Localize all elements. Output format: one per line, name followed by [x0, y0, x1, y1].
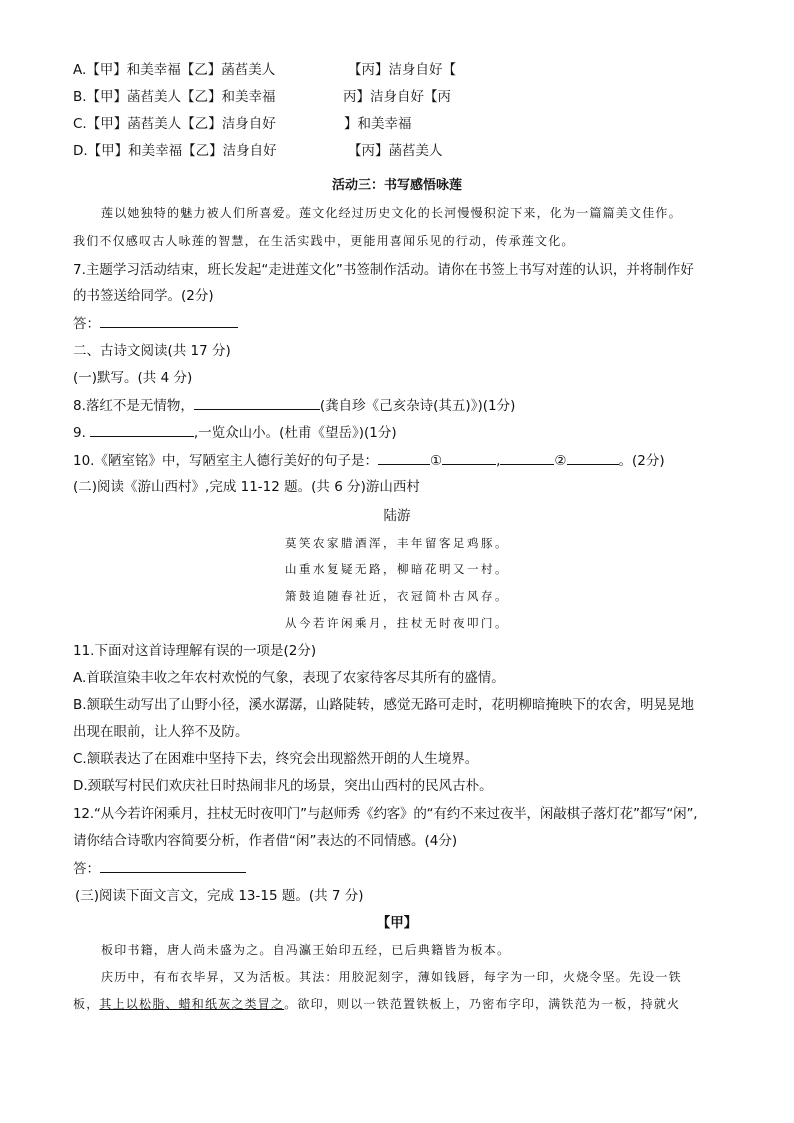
q11-option-c: C.颔联表达了在困难中坚持下去，终究会出现豁然开朗的人生境界。: [73, 751, 479, 767]
q7-line1: 7.主题学习活动结束，班长发起“走进莲文化”书签制作活动。请你在书签上书写对莲的认识，并将制作好: [73, 262, 694, 278]
q10-comma: ,: [496, 453, 501, 469]
q10-blank-4[interactable]: [567, 450, 619, 465]
q10-blank-2[interactable]: [442, 450, 496, 465]
q10-marker-1: ①: [429, 453, 443, 469]
poem-author: 陆游: [383, 508, 411, 524]
q10-blank-3[interactable]: [500, 450, 554, 465]
q12-line2: 请你结合诗歌内容简要分析，作者借“闲”表达的不同情感。(4分): [73, 833, 458, 849]
option-b-tail: 丙】洁身自好【丙: [343, 89, 451, 105]
q10-score: 。(2分): [618, 453, 665, 469]
poem-line-1: 莫笑农家腊酒浑，丰年留客足鸡豚。: [285, 536, 509, 550]
q9-number: 9.: [73, 425, 86, 441]
section2-part2: (二)阅读《游山西村》,完成 11-12 题。(共 6 分)游山西村: [73, 479, 420, 495]
q11-stem: 11.下面对这首诗理解有误的一项是(2分): [73, 643, 317, 659]
q11-option-b-line1: B.颔联生动写出了山野小径，溪水潺潺，山路陡转，感觉无路可走时，花明柳暗掩映下的农舍，明晃晃地: [73, 697, 695, 713]
option-d: D.【甲】和美幸福【乙】洁身自好: [73, 143, 277, 159]
option-d-tail: 【丙】菡萏美人: [348, 143, 443, 159]
q7-answer-blank[interactable]: [100, 313, 238, 328]
option-b: B.【甲】菡萏美人【乙】和美幸福: [73, 89, 276, 105]
part3-paragraph-3: [73, 994, 680, 1014]
q10-stem: 10.《陋室铭》中，写陋室主人德行美好的句子是：: [73, 453, 378, 469]
q9-blank[interactable]: [90, 422, 194, 437]
q11-option-a: A.首联渲染丰收之年农村欢悦的气象，表现了农家待客尽其所有的盛情。: [73, 670, 505, 686]
poem-line-3: 箫鼓追随春社近，衣冠简朴古风存。: [285, 589, 509, 603]
part3-p3-start: 板，: [73, 997, 100, 1011]
option-a: A.【甲】和美幸福【乙】菡萏美人: [73, 62, 276, 78]
q11-option-b-line2: 出现在眼前，让人猝不及防。: [73, 724, 249, 740]
q12-answer-blank[interactable]: [100, 858, 246, 873]
q8-blank[interactable]: [194, 395, 320, 410]
option-a-tail: 【丙】洁身自好【: [348, 62, 456, 78]
part3-paragraph-2: 庆历中，有布衣毕昇，又为活板。其法：用胶泥刻字，薄如钱唇，每字为一印，火烧令坚。先设一铁: [101, 970, 682, 984]
activity3-intro-1: 莲以她独特的魅力被人们所喜爱。莲文化经过历史文化的长河慢慢积淀下来，化为一篇篇美文佳作。: [101, 206, 682, 220]
option-c-tail: 】和美幸福: [344, 116, 412, 132]
poem-line-2: 山重水复疑无路，柳暗花明又一村。: [285, 562, 509, 576]
part3-p3-end: 。欲印，则以一铁范置铁板上，乃密布字印，满铁范为一板，持就火: [284, 997, 681, 1011]
section2-title: 二、古诗文阅读(共 17 分): [73, 343, 231, 359]
q7-answer: [73, 313, 238, 334]
section2-part1: (一)默写。(共 4 分): [73, 370, 193, 386]
activity3-title: 活动三：书写感悟咏莲: [331, 178, 462, 193]
q10-blank-1[interactable]: [378, 450, 430, 465]
q7-line2: 的书签送给同学。(2分): [73, 288, 214, 304]
q7-answer-label: 答：: [73, 316, 100, 332]
option-c: C.【甲】菡萏美人【乙】洁身自好: [73, 116, 276, 132]
q8-source: (龚自珍《己亥杂诗(其五)》)(1分): [319, 398, 516, 414]
q12-line1: 12.“从今若许闲乘月，拄杖无时夜叩门”与赵师秀《约客》的“有约不来过夜半，闲敲棋子落灯花”都写“闲”,: [73, 806, 698, 822]
q8-stem: 8.落红不是无情物，: [73, 398, 194, 414]
q10: [73, 450, 665, 471]
q8: [73, 395, 515, 416]
q10-marker-2: ②: [554, 453, 567, 469]
q12-answer: [73, 858, 246, 879]
part3-title: (三)阅读下面文言文，完成 13-15 题。(共 7 分): [75, 888, 364, 904]
q9: [73, 422, 397, 443]
part3-paragraph-1: 板印书籍，唐人尚未盛为之。自冯瀛王始印五经，已后典籍皆为板本。: [101, 943, 511, 957]
activity3-intro-2: 我们不仅感叹古人咏莲的智慧，在生活实践中，更能用喜闻乐见的行动，传承莲文化。: [73, 234, 575, 248]
q12-answer-label: 答：: [73, 861, 100, 877]
part3-underlined-sentence: 其上以松脂、蜡和纸灰之类冒之: [99, 997, 285, 1011]
part3-jia: 【甲】: [376, 915, 418, 931]
poem-line-4: 从今若许闲乘月，拄杖无时夜叩门。: [285, 616, 509, 630]
q9-source: ,一览众山小。(杜甫《望岳》)(1分): [193, 425, 397, 441]
q11-option-d: D.颈联写村民们欢庆社日时热闹非凡的场景，突出山西村的民风古朴。: [73, 778, 493, 794]
